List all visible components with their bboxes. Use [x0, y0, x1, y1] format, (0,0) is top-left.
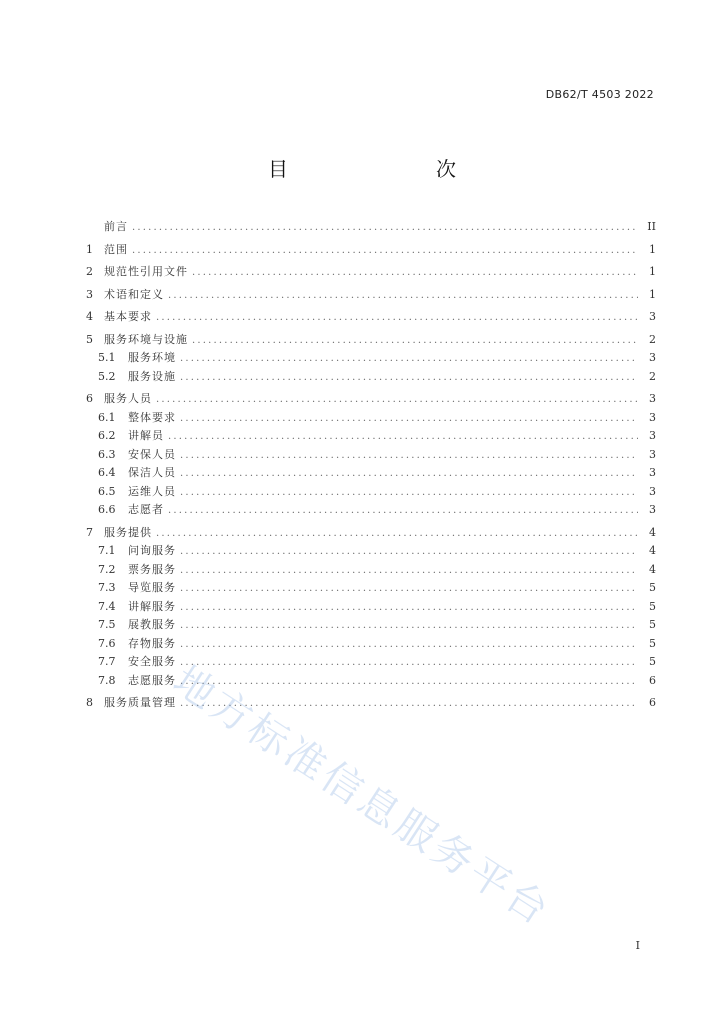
toc-entry-page: 3 — [649, 503, 656, 516]
toc-entry[interactable] — [86, 653, 656, 672]
toc-entry[interactable] — [86, 542, 656, 561]
page-title: 目 次 — [268, 157, 492, 181]
toc-entry-page: 3 — [649, 429, 656, 442]
toc-entry[interactable] — [86, 427, 656, 446]
toc-entry[interactable] — [86, 409, 656, 428]
toc-entry-page: 1 — [649, 265, 656, 278]
toc-dot-leader — [156, 394, 638, 405]
toc-entry-label: 讲解服务 — [128, 599, 176, 613]
toc-entry-label: 安保人员 — [128, 447, 176, 461]
toc-entry[interactable] — [86, 524, 656, 543]
toc-entry[interactable] — [86, 561, 656, 580]
toc-entry-page: 5 — [649, 618, 656, 631]
watermark: 地方标准信息服务平台 — [165, 657, 560, 936]
toc-entry-page: 3 — [649, 410, 656, 424]
toc-entry-label: 票务服务 — [128, 562, 176, 576]
toc-entry-number: 3 — [86, 287, 93, 301]
toc-dot-leader — [180, 565, 638, 576]
standard-code: DB62/T 4503 2022 — [545, 88, 654, 101]
toc-entry-label: 规范性引用文件 — [104, 265, 188, 278]
toc-entry-number: 7.3 — [98, 581, 116, 594]
toc-entry-number: 2 — [86, 265, 93, 278]
toc-dot-leader — [180, 413, 638, 424]
page-number: I — [635, 939, 640, 952]
toc-dot-leader — [180, 468, 638, 479]
toc-entry-page: 2 — [649, 369, 656, 383]
toc-entry-page: 3 — [649, 310, 656, 323]
toc-entry-page: 1 — [649, 242, 656, 256]
toc-entry-number: 6 — [86, 392, 93, 405]
toc-entry[interactable] — [86, 331, 656, 350]
toc-entry[interactable] — [86, 616, 656, 635]
toc-entry-page: 5 — [649, 636, 656, 650]
toc-entry-label: 术语和定义 — [104, 287, 164, 301]
toc-entry-label: 志愿者 — [128, 503, 164, 516]
toc-dot-leader — [168, 290, 638, 301]
toc-entry[interactable] — [86, 672, 656, 691]
toc-dot-leader — [180, 583, 638, 594]
toc-entry-page: 5 — [649, 581, 656, 594]
toc-entry-number: 6.3 — [98, 447, 116, 461]
toc-entry-page: 3 — [649, 484, 656, 498]
toc-entry[interactable] — [86, 501, 656, 520]
toc-entry-number: 7 — [86, 525, 93, 539]
toc-dot-leader — [180, 546, 638, 557]
toc-entry-number: 4 — [86, 310, 93, 323]
toc-entry-label: 讲解员 — [128, 429, 164, 442]
toc-entry-page: 4 — [649, 525, 656, 539]
toc-entry-page: 3 — [649, 466, 656, 479]
toc-entry-label: 导览服务 — [128, 581, 176, 594]
toc-entry-number: 7.2 — [98, 562, 116, 576]
toc-entry-label: 服务人员 — [104, 392, 152, 405]
toc-entry-page: 3 — [649, 392, 656, 405]
toc-dot-leader — [180, 620, 638, 631]
toc-entry-page: 6 — [649, 696, 656, 709]
toc-entry[interactable] — [86, 635, 656, 654]
toc-entry-number: 7.5 — [98, 618, 116, 631]
toc-entry-page: 5 — [649, 599, 656, 613]
toc-entry[interactable] — [86, 390, 656, 409]
toc-dot-leader — [192, 335, 638, 346]
toc-entry-number: 7.6 — [98, 636, 116, 650]
toc-entry[interactable] — [86, 286, 656, 305]
toc-dot-leader — [180, 487, 638, 498]
toc-entry-page: 4 — [649, 562, 656, 576]
toc-dot-leader — [180, 353, 638, 364]
toc-entry-number: 6.2 — [98, 429, 116, 442]
toc-entry-label: 存物服务 — [128, 636, 176, 650]
toc-entry[interactable] — [86, 464, 656, 483]
toc-entry-number: 5.2 — [98, 369, 116, 383]
toc-dot-leader — [168, 505, 638, 516]
toc-entry-number: 8 — [86, 696, 93, 709]
toc-dot-leader — [180, 657, 638, 668]
toc-entry-page: 2 — [649, 332, 656, 346]
toc-entry[interactable] — [86, 446, 656, 465]
toc-entry[interactable] — [86, 483, 656, 502]
toc-entry-number: 6.4 — [98, 466, 116, 479]
toc-dot-leader — [180, 602, 638, 613]
toc-entry[interactable] — [86, 241, 656, 260]
toc-entry-label: 服务设施 — [128, 369, 176, 383]
toc-dot-leader — [180, 372, 638, 383]
toc-entry-page: II — [647, 220, 656, 233]
toc-entry-label: 服务环境与设施 — [104, 332, 188, 346]
toc-entry-number: 5 — [86, 332, 93, 346]
toc-entry-label: 范围 — [104, 242, 128, 256]
table-of-contents — [86, 218, 656, 713]
toc-entry-number: 7.4 — [98, 599, 116, 613]
toc-entry-page: 1 — [649, 287, 656, 301]
toc-entry-label: 前言 — [104, 220, 128, 233]
toc-entry-number: 6.1 — [98, 410, 116, 424]
toc-dot-leader — [180, 639, 638, 650]
toc-entry[interactable] — [86, 598, 656, 617]
toc-entry-number: 7.7 — [98, 655, 116, 668]
toc-entry-page: 3 — [649, 447, 656, 461]
toc-entry-number: 5.1 — [98, 351, 116, 364]
toc-entry-label: 问询服务 — [128, 544, 176, 557]
toc-entry-page: 6 — [649, 673, 656, 687]
toc-entry-label: 整体要求 — [128, 410, 176, 424]
toc-entry-label: 安全服务 — [128, 655, 176, 668]
toc-entry-page: 4 — [649, 544, 656, 557]
toc-dot-leader — [156, 528, 638, 539]
toc-entry[interactable] — [86, 368, 656, 387]
toc-entry-label: 服务提供 — [104, 525, 152, 539]
toc-entry[interactable] — [86, 218, 656, 237]
toc-entry-label: 基本要求 — [104, 310, 152, 323]
toc-entry-number: 6.5 — [98, 484, 116, 498]
toc-entry-number: 7.8 — [98, 673, 116, 687]
toc-entry[interactable] — [86, 694, 656, 713]
toc-entry-page: 3 — [649, 351, 656, 364]
toc-entry-page: 5 — [649, 655, 656, 668]
toc-entry[interactable] — [86, 263, 656, 282]
toc-entry-label: 服务质量管理 — [104, 696, 176, 709]
toc-entry[interactable] — [86, 308, 656, 327]
toc-entry-number: 7.1 — [98, 544, 116, 557]
toc-entry-label: 服务环境 — [128, 351, 176, 364]
toc-dot-leader — [180, 676, 638, 687]
toc-dot-leader — [132, 222, 638, 233]
toc-entry-label: 志愿服务 — [128, 673, 176, 687]
toc-dot-leader — [156, 312, 638, 323]
toc-dot-leader — [180, 450, 638, 461]
toc-dot-leader — [192, 267, 638, 278]
toc-entry-number: 6.6 — [98, 503, 116, 516]
toc-entry-label: 展教服务 — [128, 618, 176, 631]
toc-entry[interactable] — [86, 349, 656, 368]
toc-entry-label: 运维人员 — [128, 484, 176, 498]
toc-dot-leader — [168, 431, 638, 442]
toc-entry-label: 保洁人员 — [128, 466, 176, 479]
toc-dot-leader — [180, 698, 638, 709]
toc-dot-leader — [132, 245, 638, 256]
toc-entry[interactable] — [86, 579, 656, 598]
toc-entry-number: 1 — [86, 242, 93, 256]
